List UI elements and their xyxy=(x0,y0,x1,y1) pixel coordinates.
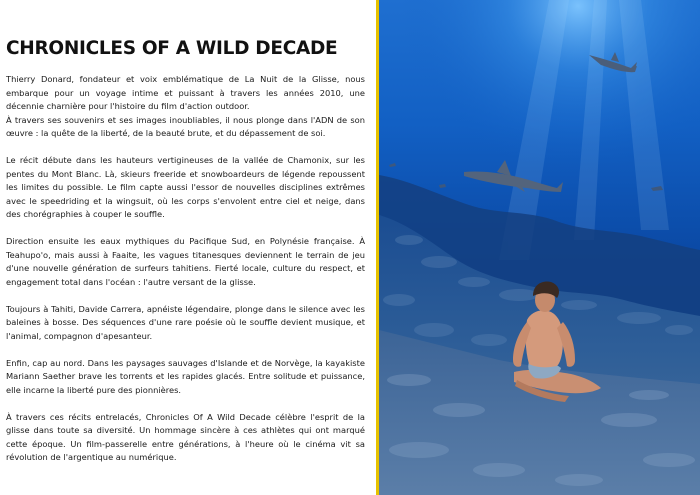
paragraph: Le récit débute dans les hauteurs vertigineuses de la vallée de Chamonix, sur les pentes du Mont Blanc. Là, skieurs freeride et snowboardeurs de légende repoussent les limites du possible. Le film capte aussi l'essor de nouvelles disciplines extrêmes avec le speedriding et la wingsuit, où les corps s'envolent entre ciel et neige, dans des chorégraphies à couper le souffle. xyxy=(6,155,365,219)
paragraph: Enfin, cap au nord. Dans les paysages sauvages d'Islande et de Norvège, la kayakiste Mariann Saether brave les torrents et les rapides glacés. Entre solitude et puissance, elle incarne la liberté pure des pionnières. xyxy=(6,357,365,395)
paragraph: À travers ces récits entrelacés, Chronicles Of A Wild Decade célèbre l'esprit de la glisse dans toute sa diversité. Un hommage sincère à ces athlètes qui ont marqué cette époque. Un film-passerelle entre générations, à l'heure où le cinéma vit sa révolution de l'argentique au numérique. xyxy=(6,411,365,462)
paragraph: Direction ensuite les eaux mythiques du Pacifique Sud, en Polynésie française. À Teahupo'o, mais aussi à Faaite, les vagues titanesques deviennent le terrain de jeu d'une nouvelle génération de surfeurs tahitiens. Fierté locale, culture du respect, et engagement total dans l'océan : l'autre versant de la glisse. xyxy=(6,236,365,287)
paragraph: Toujours à Tahiti, Davide Carrera, apnéiste légendaire, plonge dans le silence avec les baleines à bosse. Des séquences d'une rare poésie où le souffle devient musique, et l'animal, compagnon d'apesanteur. xyxy=(6,303,365,341)
paragraph: Thierry Donard, fondateur et voix emblématique de La Nuit de la Glisse, nous embarque pour un voyage intime et puissant à travers les années 2010, une décennie charnière pour l'histoire du film d'action outdoor. xyxy=(6,74,365,111)
page-title: CHRONICLES OF A WILD DECADE xyxy=(6,38,338,59)
body-text xyxy=(6,73,365,478)
paragraph: À travers ses souvenirs et ses images inoubliables, il nous plonge dans l'ADN de son œuvre : la quête de la liberté, de la beauté brute, et du dépassement de soi. xyxy=(6,114,365,138)
underwater-photo xyxy=(379,0,700,495)
